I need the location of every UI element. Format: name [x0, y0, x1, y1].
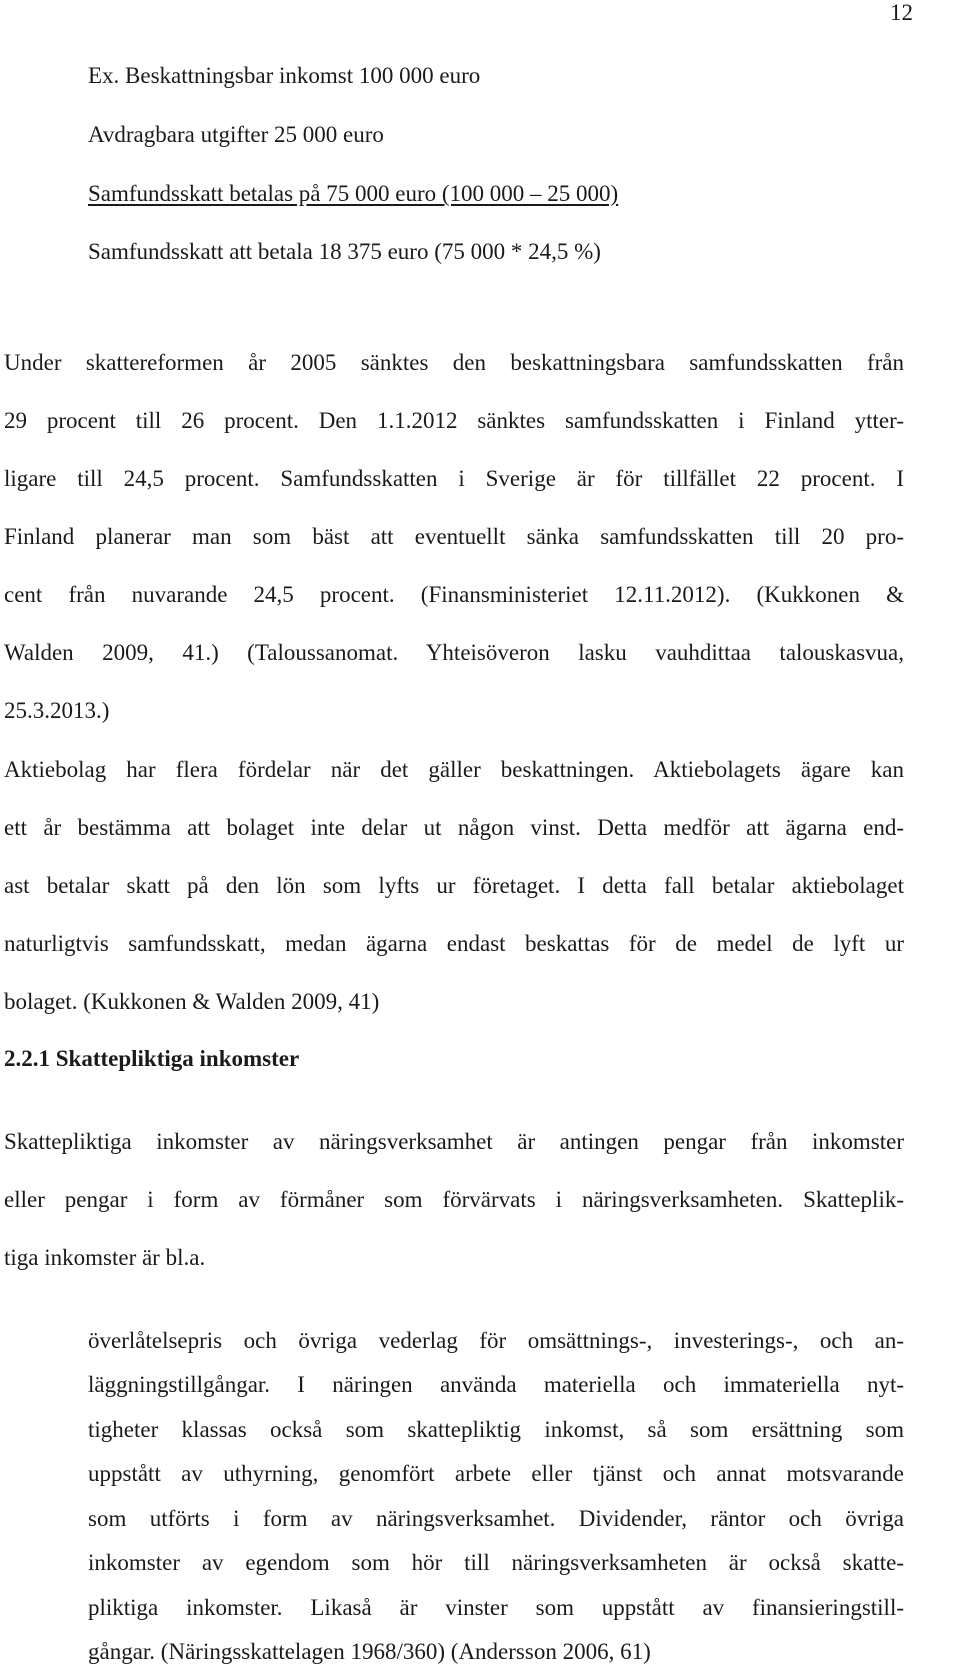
- paragraph-line: bolaget. (Kukkonen & Walden 2009, 41): [4, 989, 380, 1014]
- list-item-line: som utförts i form av näringsverksamhet. Dividender, räntor och övriga: [88, 1506, 904, 1531]
- paragraph-line: eller pengar i form av förmåner som förvärvats i näringsverksamheten. Skatteplik-: [4, 1187, 904, 1212]
- list-item-line: uppstått av uthyrning, genomfört arbete eller tjänst och annat motsvarande: [88, 1461, 904, 1486]
- paragraph-line: Walden 2009, 41.) (Taloussanomat. Yhteisöveron lasku vauhdittaa talouskasvua,: [4, 640, 904, 665]
- section-heading: 2.2.1 Skattepliktiga inkomster: [4, 1046, 300, 1071]
- paragraph-line: 25.3.2013.): [4, 698, 110, 723]
- example-line: Ex. Beskattningsbar inkomst 100 000 euro: [88, 63, 481, 88]
- example-line: Samfundsskatt betalas på 75 000 euro (100 000 – 25 000): [88, 181, 619, 206]
- paragraph-line: Finland planerar man som bäst att eventuellt sänka samfundsskatten till 20 pro-: [4, 524, 904, 549]
- list-item-line: tigheter klassas också som skattepliktig inkomst, så som ersättning som: [88, 1417, 904, 1442]
- paragraph-line: naturligtvis samfundsskatt, medan ägarna endast beskattas för de medel de lyft ur: [4, 931, 904, 956]
- paragraph-line: Under skattereformen år 2005 sänktes den beskattningsbara samfundsskatten från: [4, 350, 904, 375]
- example-line: Avdragbara utgifter 25 000 euro: [88, 122, 384, 147]
- page-number: 12: [890, 0, 913, 25]
- paragraph-line: ett år bestämma att bolaget inte delar ut någon vinst. Detta medför att ägarna end-: [4, 815, 904, 840]
- list-item-line: gångar. (Näringsskattelagen 1968/360) (Andersson 2006, 61): [88, 1639, 651, 1664]
- paragraph-line: Aktiebolag har flera fördelar när det gäller beskattningen. Aktiebolagets ägare kan: [4, 757, 904, 782]
- paragraph-line: Skattepliktiga inkomster av näringsverksamhet är antingen pengar från inkomster: [4, 1129, 904, 1154]
- list-item-line: pliktiga inkomster. Likaså är vinster som uppstått av finansieringstill-: [88, 1595, 904, 1620]
- list-item-line: läggningstillgångar. I näringen använda materiella och immateriella nyt-: [88, 1372, 904, 1397]
- example-line: Samfundsskatt att betala 18 375 euro (75 000 * 24,5 %): [88, 239, 601, 264]
- paragraph-line: ligare till 24,5 procent. Samfundsskatten i Sverige är för tillfället 22 procent. I: [4, 466, 904, 491]
- paragraph-line: ast betalar skatt på den lön som lyfts ur företaget. I detta fall betalar aktiebolaget: [4, 873, 904, 898]
- paragraph-line: cent från nuvarande 24,5 procent. (Finansministeriet 12.11.2012). (Kukkonen &: [4, 582, 904, 607]
- paragraph-line: tiga inkomster är bl.a.: [4, 1245, 206, 1270]
- paragraph-line: 29 procent till 26 procent. Den 1.1.2012 sänktes samfundsskatten i Finland ytter-: [4, 408, 904, 433]
- list-item-line: överlåtelsepris och övriga vederlag för omsättnings-, investerings-, och an-: [88, 1328, 904, 1353]
- list-item-line: inkomster av egendom som hör till näringsverksamheten är också skatte-: [88, 1550, 904, 1575]
